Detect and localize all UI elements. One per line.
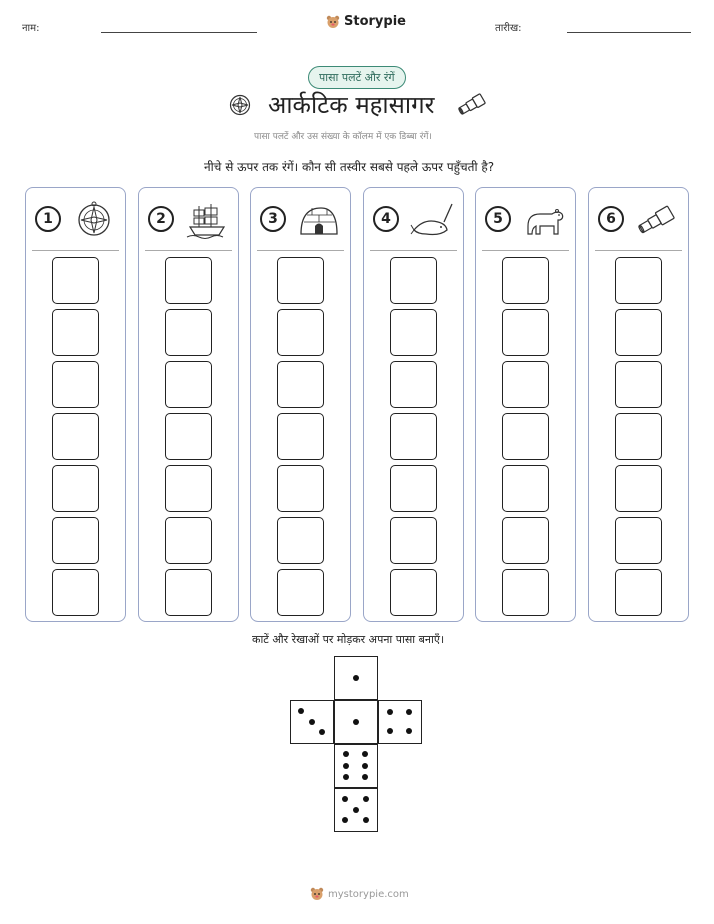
column-number: 5 xyxy=(485,206,511,232)
bear-logo-icon xyxy=(326,15,340,29)
name-label: नाम: xyxy=(22,23,40,34)
date-line[interactable] xyxy=(567,32,691,33)
column-3 xyxy=(250,187,351,622)
column-6 xyxy=(588,187,689,622)
footer-site: mystorypie.com xyxy=(328,888,409,900)
column-4 xyxy=(363,187,464,622)
activity-badge: पासा पलटें और रंगें xyxy=(308,66,406,89)
dice-face-6 xyxy=(334,744,378,788)
color-box[interactable] xyxy=(502,309,549,356)
dice-face-1 xyxy=(334,700,378,744)
spyglass-icon xyxy=(635,200,679,240)
dice-pip xyxy=(406,728,412,734)
column-5 xyxy=(475,187,576,622)
column-number: 2 xyxy=(148,206,174,232)
dice-pip xyxy=(353,675,359,681)
color-box[interactable] xyxy=(165,257,212,304)
color-box[interactable] xyxy=(277,309,324,356)
dice-pip xyxy=(362,763,368,769)
dice-pip xyxy=(363,817,369,823)
color-box[interactable] xyxy=(390,361,437,408)
color-box[interactable] xyxy=(615,465,662,512)
color-box[interactable] xyxy=(165,361,212,408)
color-box[interactable] xyxy=(502,361,549,408)
color-box[interactable] xyxy=(277,361,324,408)
color-box[interactable] xyxy=(52,361,99,408)
color-box[interactable] xyxy=(52,517,99,564)
compass-icon xyxy=(72,200,116,240)
color-box[interactable] xyxy=(615,257,662,304)
column-2 xyxy=(138,187,239,622)
dice-instruction: काटें और रेखाओं पर मोड़कर अपना पासा बनाएँ। xyxy=(252,633,445,646)
color-box[interactable] xyxy=(615,569,662,616)
footer xyxy=(310,887,409,901)
dice-pip xyxy=(319,729,325,735)
color-box[interactable] xyxy=(615,413,662,460)
column-number: 1 xyxy=(35,206,61,232)
page-subtitle: पासा पलटें और उस संख्या के कॉलम में एक डिब्बा रंगें। xyxy=(254,132,432,142)
column-number: 3 xyxy=(260,206,286,232)
color-box[interactable] xyxy=(502,257,549,304)
color-box[interactable] xyxy=(277,517,324,564)
dice-pip xyxy=(362,774,368,780)
date-label: तारीख: xyxy=(495,23,522,34)
bear-logo-icon xyxy=(310,887,324,901)
color-box[interactable] xyxy=(615,361,662,408)
dice-face-5 xyxy=(334,788,378,832)
brand-logo xyxy=(326,14,406,29)
color-box[interactable] xyxy=(277,465,324,512)
color-box[interactable] xyxy=(277,257,324,304)
color-box[interactable] xyxy=(165,465,212,512)
color-box[interactable] xyxy=(502,517,549,564)
dice-pip xyxy=(342,817,348,823)
color-box[interactable] xyxy=(277,569,324,616)
color-box[interactable] xyxy=(165,309,212,356)
dice-pip xyxy=(309,719,315,725)
column-divider xyxy=(482,250,569,251)
dice-pip xyxy=(406,709,412,715)
column-divider xyxy=(257,250,344,251)
color-box[interactable] xyxy=(165,517,212,564)
color-box[interactable] xyxy=(52,413,99,460)
compass-icon xyxy=(229,94,251,116)
color-box[interactable] xyxy=(390,309,437,356)
instruction-text: नीचे से ऊपर तक रंगें। कौन सी तस्वीर सबसे पहले ऊपर पहुँचती है? xyxy=(204,160,495,174)
dice-pip xyxy=(343,751,349,757)
color-box[interactable] xyxy=(52,465,99,512)
column-1 xyxy=(25,187,126,622)
color-box[interactable] xyxy=(52,569,99,616)
column-divider xyxy=(32,250,119,251)
color-box[interactable] xyxy=(502,569,549,616)
dice-pip xyxy=(387,728,393,734)
ship-icon xyxy=(185,200,229,240)
spyglass-icon xyxy=(456,92,488,116)
dice-pip xyxy=(353,719,359,725)
dice-pip xyxy=(343,763,349,769)
dice-pip xyxy=(342,796,348,802)
dice-face-1 xyxy=(334,656,378,700)
igloo-icon xyxy=(297,200,341,240)
color-box[interactable] xyxy=(165,569,212,616)
color-box[interactable] xyxy=(390,257,437,304)
color-box[interactable] xyxy=(52,309,99,356)
dice-pip xyxy=(353,807,359,813)
dice-pip xyxy=(362,751,368,757)
dice-pip xyxy=(363,796,369,802)
color-box[interactable] xyxy=(502,465,549,512)
name-line[interactable] xyxy=(101,32,257,33)
color-box[interactable] xyxy=(390,569,437,616)
brand-name: Storypie xyxy=(344,14,406,29)
column-number: 6 xyxy=(598,206,624,232)
column-divider xyxy=(370,250,457,251)
column-divider xyxy=(595,250,682,251)
color-box[interactable] xyxy=(502,413,549,460)
dice-face-3 xyxy=(290,700,334,744)
color-box[interactable] xyxy=(615,309,662,356)
color-box[interactable] xyxy=(52,257,99,304)
color-box[interactable] xyxy=(277,413,324,460)
color-box[interactable] xyxy=(390,413,437,460)
dice-pip xyxy=(298,708,304,714)
polar-bear-icon xyxy=(522,200,566,240)
dice-face-4 xyxy=(378,700,422,744)
page-title: आर्कटिक महासागर xyxy=(268,91,435,119)
color-box[interactable] xyxy=(615,517,662,564)
column-divider xyxy=(145,250,232,251)
dice-pip xyxy=(387,709,393,715)
color-box[interactable] xyxy=(390,465,437,512)
column-number: 4 xyxy=(373,206,399,232)
color-box[interactable] xyxy=(390,517,437,564)
narwhal-icon xyxy=(410,200,454,240)
color-box[interactable] xyxy=(165,413,212,460)
dice-pip xyxy=(343,774,349,780)
